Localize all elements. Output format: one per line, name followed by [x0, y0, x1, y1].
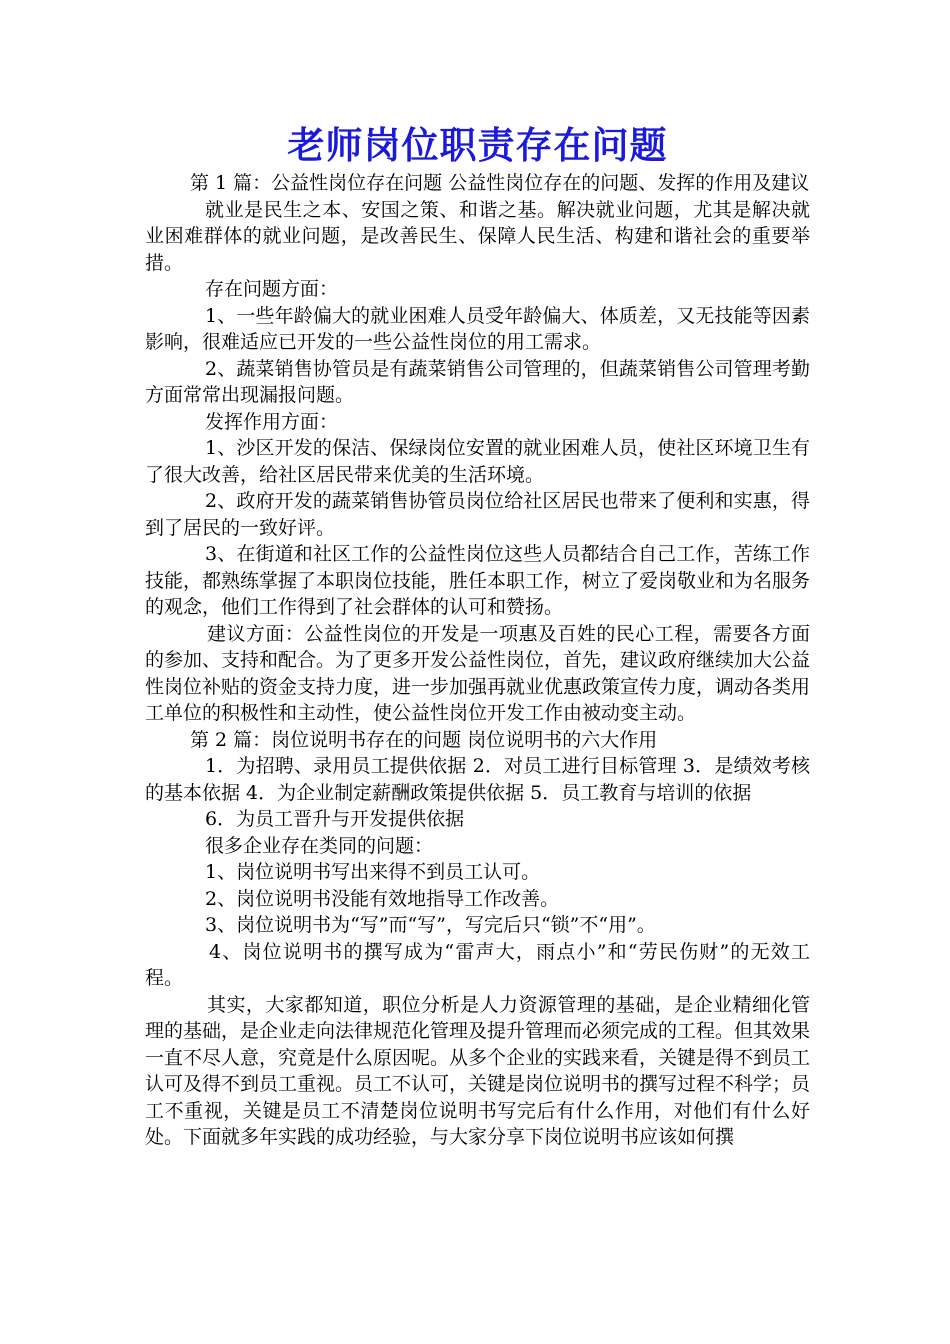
- body-paragraph: 建议方面：公益性岗位的开发是一项惠及百姓的民心工程，需要各方面的参加、支持和配合。为了更多开发公益性岗位，首先，建议政府继续加大公益性岗位补贴的资金支持力度，进一步加强再就业优惠政策宣传力度，调动各类用工单位的积极性和主动性，使公益性岗位开发工作由被动变主动。: [145, 622, 811, 724]
- subheading: 存在问题方面：: [205, 278, 339, 300]
- body-paragraph: 其实，大家都知道，职位分析是人力资源管理的基础，是企业精细化管理的基础，是企业走向法律规范化管理及提升管理而必须完成的工程。但其效果一直不尽人意，究竟是什么原因呢。从多个企业的实践来看，关键是得不到员工认可及得不到员工重视。员工不认可，关键是岗位说明书的撰写过程不科学；员工不重视，关键是员工不清楚岗位说明书写完后有什么作用，对他们有什么好处。下面就多年实践的成功经验，与大家分享下岗位说明书应该如何撰: [145, 993, 811, 1148]
- subheading: 发挥作用方面：: [205, 410, 339, 433]
- list-item: 1、一些年龄偏大的就业困难人员受年龄偏大、体质差，又无技能等因素影响，很难适应已开发的一些公益性岗位的用工需求。: [145, 304, 810, 353]
- document-title: 老师岗位职责存在问题: [287, 124, 668, 167]
- list-item: 2、政府开发的蔬菜销售协管员岗位给社区居民也带来了便利和实惠，得到了居民的一致好评。: [145, 490, 810, 539]
- list-item: 1、岗位说明书写出来得不到员工认可。: [205, 861, 541, 883]
- body-paragraph: 就业是民生之本、安国之策、和谐之基。解决就业问题，尤其是解决就业困难群体的就业问题，是改善民生、保障人民生活、构建和谐社会的重要举措。: [145, 198, 810, 274]
- list-item: 6．为员工晋升与开发提供依据: [205, 808, 465, 830]
- list-item: 2、岗位说明书没能有效地指导工作改善。: [205, 887, 560, 910]
- list-item: 1、沙区开发的保洁、保绿岗位安置的就业困难人员，使社区环境卫生有了很大改善，给社区居民带来优美的生活环境。: [145, 437, 810, 486]
- subheading: 很多企业存在类同的问题：: [205, 834, 434, 857]
- list-item: 3、在街道和社区工作的公益性岗位这些人员都结合自己工作，苦练工作技能，都熟练掌握了本职岗位技能，胜任本职工作，树立了爱岗敬业和为名服务的观念，他们工作得到了社会群体的认可和赞扬。: [145, 543, 811, 618]
- document-page: [145, 122, 810, 1151]
- list-item: 4、岗位说明书的撰写成为“雷声大，雨点小”和“劳民伤财”的无效工程。: [145, 940, 810, 989]
- section-heading: 第 1 篇：公益性岗位存在问题 公益性岗位存在的问题、发挥的作用及建议: [190, 172, 810, 194]
- section-heading: 第 2 篇：岗位说明书存在的问题 岗位说明书的六大作用: [190, 728, 658, 751]
- list-item: 2、蔬菜销售协管员是有蔬菜销售公司管理的，但蔬菜销售公司管理考勤方面常常出现漏报问题。: [145, 357, 810, 406]
- list-item: 3、岗位说明书为“写”而“写”，写完后只“锁”不“用”。: [205, 914, 656, 936]
- list-item: 1．为招聘、录用员工提供依据 2．对员工进行目标管理 3．是绩效考核的基本依据 4．为企业制定薪酬政策提供依据 5．员工教育与培训的依据: [145, 755, 810, 804]
